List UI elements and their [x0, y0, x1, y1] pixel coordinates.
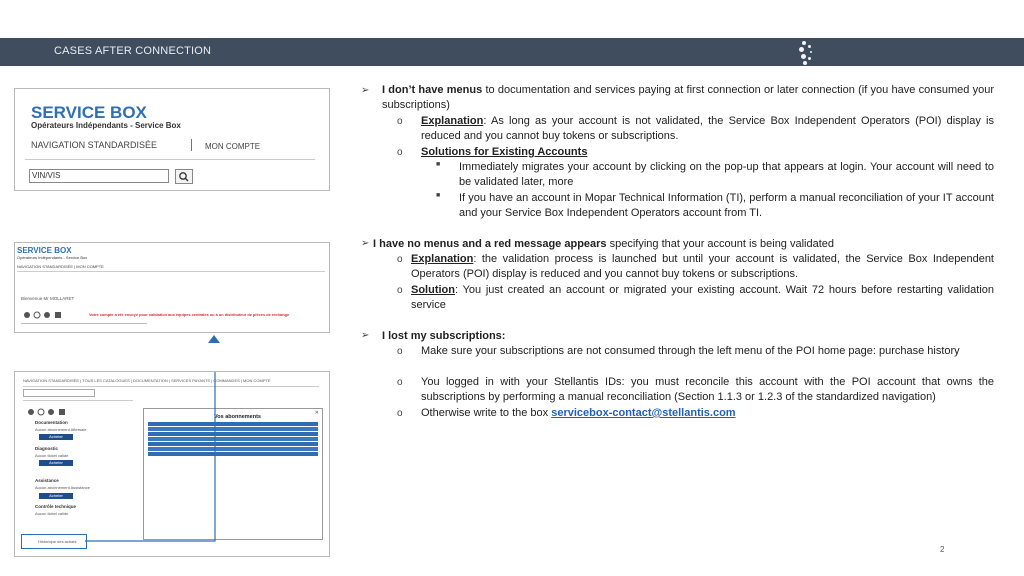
circle-bullet-icon: o [397, 408, 403, 419]
modal-title: Vos abonnements [214, 414, 261, 420]
service-box-subtitle: Opérateurs Indépendants - Service Box [17, 255, 88, 260]
lost-item-3 [421, 406, 994, 421]
header-bar [0, 38, 1024, 66]
section-lost-subscriptions: I lost my subscriptions: [382, 330, 506, 342]
explanation-text: : As long as your account is not validated, the Service Box Independent Operators (POI) display is reduced and you cannot buy tokens or subscriptions. [421, 115, 994, 143]
welcome-text: Bienvenue Mr MOLLARET [21, 296, 75, 301]
contact-email-link[interactable]: servicebox-contact@stellantis.com [551, 407, 736, 419]
section-documentation: Documentation [35, 420, 68, 425]
circle-bullet-icon: o [397, 377, 403, 388]
section-text: specifying that your account is being validated [606, 238, 835, 250]
nav-standardisee[interactable]: NAVIGATION STANDARDISÉE [31, 140, 158, 150]
vin-search-button[interactable] [175, 169, 193, 184]
section-diagnostic: Diagnostic [35, 446, 59, 451]
vin-input[interactable]: VIN/VIS [29, 169, 169, 183]
nav-mon-compte[interactable]: MON COMPTE [205, 142, 261, 151]
nav-bar[interactable]: NAVIGATION STANDARDISÉE | MON COMPTE [17, 264, 104, 269]
section-text: to documentation and services paying at first connection or later connection (if you have consumed your subscriptions) [382, 84, 994, 112]
pointer-arrow [15, 372, 345, 572]
explanation-1 [421, 114, 994, 145]
search-icon [176, 170, 192, 183]
brand-dots-icon [798, 40, 818, 66]
divider [17, 271, 325, 272]
close-icon[interactable]: ✕ [314, 410, 319, 416]
section-note: Aucun abonnement Aftersale [35, 427, 87, 432]
circle-bullet-icon: o [397, 254, 403, 265]
buy-diagnostic-button[interactable]: Acheter [39, 460, 73, 466]
service-box-subtitle: Opérateurs Indépendants - Service Box [31, 121, 181, 130]
arrow-bullet-icon: ➢ [361, 85, 370, 96]
lost-item-2: You logged in with your Stellantis IDs: you must reconcile this account with the POI account that owns the subscriptions by performing a manual reconciliation (Section 1.1.3 or 1.2.3 of the standardized navigation) [421, 376, 994, 404]
contact-text: Otherwise write to the box [421, 407, 552, 419]
circle-bullet-icon: o [397, 285, 403, 296]
section-controle-technique: Contrôle technique [35, 504, 77, 509]
top-navigation[interactable]: NAVIGATION STANDARDISÉE | TOUS LES CATALOGUES | DOCUMENTATION | SERVICES PAYANTS | COMMANDES | MON COMPTE [23, 378, 271, 383]
solution-label: Solution [411, 284, 455, 296]
page-title: CASES AFTER CONNECTION [54, 45, 212, 57]
screenshot-red-message [14, 242, 330, 333]
solution-item-1: Immediately migrates your account by clicking on the pop-up that appears at login. Your account will need to be validated later, more [459, 161, 994, 189]
section-note: Aucun abonnement Assistance [35, 485, 90, 490]
circle-bullet-icon: o [397, 116, 403, 127]
screenshot-service-box-login [14, 88, 330, 191]
purchase-history-link[interactable]: Historique des achats [38, 539, 77, 544]
lost-item-1: Make sure your subscriptions are not consumed through the left menu of the POI home page: purchase history [421, 345, 960, 357]
divider [25, 159, 315, 160]
explanation-2 [411, 252, 994, 283]
section-assistance: Assistance [35, 478, 59, 483]
buy-documentation-button[interactable]: Acheter [39, 434, 73, 440]
explanation-text: : the validation process is launched but until your account is validated, the Service Box Independent Operators (POI) display is reduced and you cannot buy tokens or subscriptions. [411, 253, 994, 281]
square-bullet-icon: ■ [436, 161, 441, 168]
section-heading: I don’t have menus [382, 84, 483, 96]
solution-item-2: If you have an account in Mopar Technical Information (TI), perform a manual reconciliation of your IT account and your Service Box Independent Operators account from TI. [459, 192, 994, 220]
section-note: Aucun ticket valide [35, 511, 69, 516]
page-number: 2 [940, 545, 945, 554]
buy-assistance-button[interactable]: Acheter [39, 493, 73, 499]
square-bullet-icon: ■ [436, 192, 441, 199]
solutions-heading: Solutions for Existing Accounts [421, 146, 588, 158]
explanation-label: Explanation [421, 115, 484, 127]
section-note: Aucun ticket valide [35, 453, 69, 458]
circle-bullet-icon: o [397, 346, 403, 357]
nav-separator [191, 139, 192, 151]
arrow-head-icon [208, 335, 220, 343]
divider [21, 323, 147, 324]
solutions-label [421, 145, 587, 160]
section-heading: I have no menus and a red message appears [373, 238, 607, 250]
explanation-label: Explanation [411, 253, 474, 265]
arrow-bullet-icon: ➢ [361, 330, 370, 341]
circle-bullet-icon: o [397, 147, 403, 158]
section-no-menus [382, 83, 994, 114]
brand-icons [23, 311, 73, 320]
section-red-message [373, 237, 994, 252]
service-box-logo: SERVICE BOX [31, 103, 147, 122]
solution-text: : You just created an account or migrated your existing account. Wait 72 hours before restarting validation service [411, 284, 994, 312]
solution-2 [411, 283, 994, 314]
screenshot-subscriptions [14, 371, 330, 557]
arrow-bullet-icon: ➢ [361, 238, 370, 249]
validation-red-message: Votre compte a été envoyé pour validation aux équipes centrales ou à un distributeur de pièces de rechange [89, 312, 290, 317]
service-box-logo: SERVICE BOX [17, 246, 72, 255]
